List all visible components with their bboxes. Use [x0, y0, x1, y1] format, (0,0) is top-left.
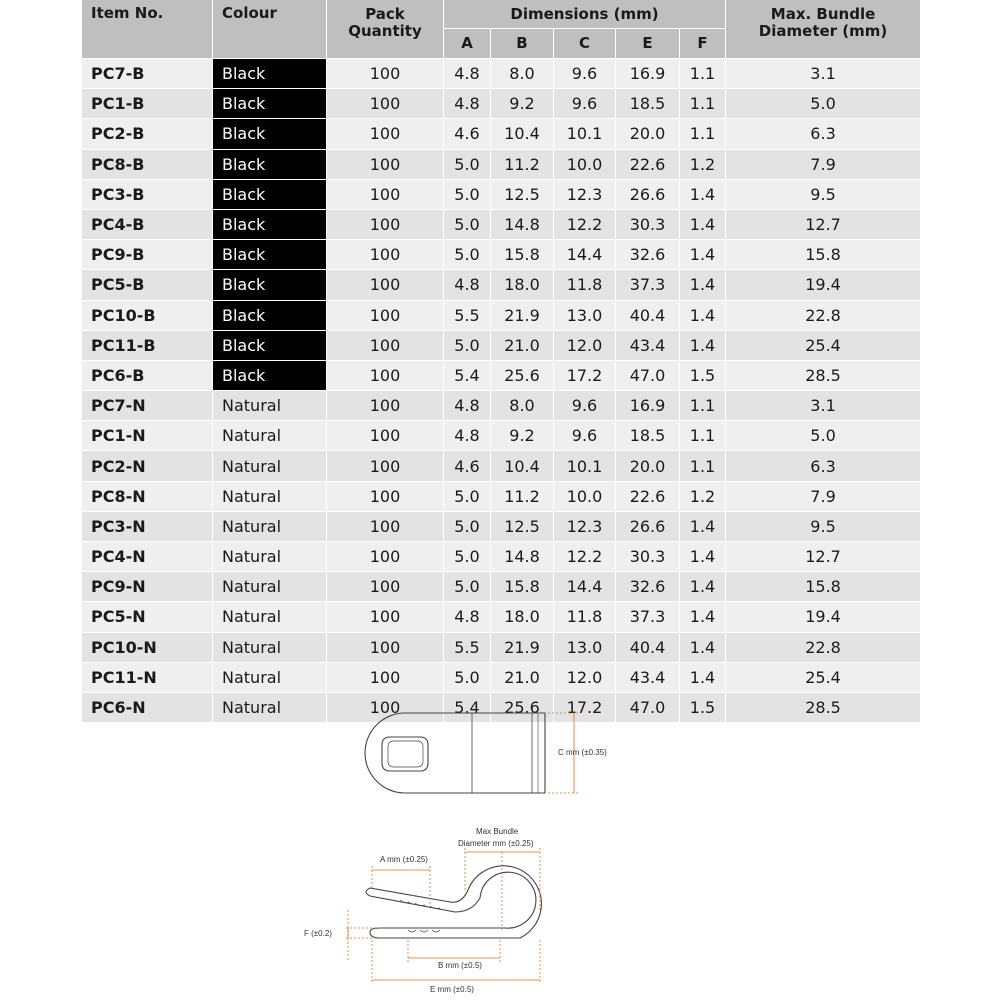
cell-dim-e: 30.3: [615, 209, 679, 239]
cell-dim-b: 8.0: [490, 58, 553, 88]
cell-dim-c: 17.2: [553, 692, 615, 722]
cell-dim-b: 9.2: [490, 420, 553, 450]
cell-dim-a: 5.4: [443, 360, 490, 390]
b-dimension-label: B mm (±0.5): [438, 961, 482, 970]
cell-dim-f: 1.4: [679, 330, 725, 360]
cell-max-bundle-diameter: 9.5: [725, 179, 920, 209]
cell-dim-a: 5.0: [443, 662, 490, 692]
header-item-no: Item No.: [82, 0, 212, 58]
cell-item-no: PC3-B: [82, 179, 212, 209]
cell-dim-e: 37.3: [615, 601, 679, 631]
cell-dim-e: 16.9: [615, 390, 679, 420]
header-dim-b: B: [490, 28, 553, 58]
cell-item-no: PC8-B: [82, 149, 212, 179]
cell-colour: Black: [212, 58, 326, 88]
cell-dim-c: 9.6: [553, 390, 615, 420]
a-dimension-label: A mm (±0.25): [380, 855, 428, 864]
cell-dim-f: 1.4: [679, 601, 725, 631]
cell-item-no: PC11-N: [82, 662, 212, 692]
specification-table: [82, 0, 920, 722]
cell-max-bundle-diameter: 19.4: [725, 601, 920, 631]
cell-item-no: PC8-N: [82, 481, 212, 511]
cell-pack-quantity: 100: [326, 330, 443, 360]
cell-dim-b: 14.8: [490, 209, 553, 239]
cell-colour: Natural: [212, 662, 326, 692]
cell-dim-e: 32.6: [615, 571, 679, 601]
cell-item-no: PC7-N: [82, 390, 212, 420]
cell-dim-b: 21.9: [490, 632, 553, 662]
table-row: [82, 88, 920, 118]
cell-dim-a: 5.0: [443, 481, 490, 511]
cell-dim-a: 4.8: [443, 88, 490, 118]
table-row: [82, 662, 920, 692]
cell-dim-a: 4.8: [443, 390, 490, 420]
cell-pack-quantity: 100: [326, 88, 443, 118]
cell-item-no: PC9-B: [82, 239, 212, 269]
table-body: [82, 58, 920, 722]
cell-dim-b: 12.5: [490, 511, 553, 541]
cell-pack-quantity: 100: [326, 420, 443, 450]
header-max-bundle-diameter: Max. Bundle Diameter (mm): [725, 0, 920, 58]
cell-max-bundle-diameter: 22.8: [725, 300, 920, 330]
cell-dim-c: 10.1: [553, 450, 615, 480]
max-bundle-label-line1: Max Bundle: [476, 827, 519, 836]
cell-colour: Black: [212, 118, 326, 148]
cell-item-no: PC1-N: [82, 420, 212, 450]
cell-colour: Black: [212, 330, 326, 360]
cell-dim-c: 13.0: [553, 300, 615, 330]
cell-max-bundle-diameter: 3.1: [725, 58, 920, 88]
cell-pack-quantity: 100: [326, 601, 443, 631]
cell-dim-e: 16.9: [615, 58, 679, 88]
table-row: [82, 481, 920, 511]
cell-dim-b: 18.0: [490, 269, 553, 299]
cell-item-no: PC1-B: [82, 88, 212, 118]
cell-pack-quantity: 100: [326, 511, 443, 541]
table-row: [82, 450, 920, 480]
cell-dim-b: 25.6: [490, 360, 553, 390]
cell-dim-c: 11.8: [553, 601, 615, 631]
header-dim-c: C: [553, 28, 615, 58]
cell-pack-quantity: 100: [326, 360, 443, 390]
cell-item-no: PC9-N: [82, 571, 212, 601]
cell-max-bundle-diameter: 25.4: [725, 330, 920, 360]
cell-dim-a: 4.6: [443, 450, 490, 480]
table-row: [82, 118, 920, 148]
cell-item-no: PC10-B: [82, 300, 212, 330]
header-pack-quantity: Pack Quantity: [326, 0, 443, 58]
clip-top-view-diagram: [360, 705, 640, 800]
table-row: [82, 269, 920, 299]
cell-pack-quantity: 100: [326, 179, 443, 209]
cell-dim-a: 5.0: [443, 330, 490, 360]
cell-dim-e: 18.5: [615, 420, 679, 450]
cell-dim-b: 18.0: [490, 601, 553, 631]
cell-dim-a: 4.6: [443, 118, 490, 148]
cell-colour: Black: [212, 209, 326, 239]
cell-dim-b: 21.0: [490, 662, 553, 692]
cell-dim-f: 1.1: [679, 88, 725, 118]
cell-dim-f: 1.4: [679, 269, 725, 299]
cell-colour: Black: [212, 88, 326, 118]
table-row: [82, 58, 920, 88]
cell-dim-b: 21.0: [490, 330, 553, 360]
clip-profile: [366, 866, 541, 938]
cell-max-bundle-diameter: 15.8: [725, 571, 920, 601]
cell-dim-f: 1.1: [679, 420, 725, 450]
table-row: [82, 541, 920, 571]
cell-dim-b: 8.0: [490, 390, 553, 420]
clip-outline: [365, 713, 545, 793]
table-row: [82, 390, 920, 420]
cell-dim-a: 4.8: [443, 58, 490, 88]
table-row: [82, 511, 920, 541]
cell-item-no: PC11-B: [82, 330, 212, 360]
cell-max-bundle-diameter: 7.9: [725, 481, 920, 511]
cell-dim-e: 30.3: [615, 541, 679, 571]
cell-dim-f: 1.4: [679, 209, 725, 239]
cell-max-bundle-diameter: 28.5: [725, 692, 920, 722]
cell-dim-b: 21.9: [490, 300, 553, 330]
cell-colour: Natural: [212, 420, 326, 450]
cell-item-no: PC10-N: [82, 632, 212, 662]
cell-dim-c: 9.6: [553, 58, 615, 88]
cell-dim-f: 1.2: [679, 149, 725, 179]
cell-dim-e: 47.0: [615, 692, 679, 722]
cell-item-no: PC4-N: [82, 541, 212, 571]
cell-dim-b: 11.2: [490, 481, 553, 511]
cell-max-bundle-diameter: 5.0: [725, 88, 920, 118]
cell-dim-f: 1.4: [679, 511, 725, 541]
cell-max-bundle-diameter: 6.3: [725, 450, 920, 480]
cell-pack-quantity: 100: [326, 209, 443, 239]
cell-dim-f: 1.1: [679, 58, 725, 88]
cell-dim-e: 43.4: [615, 330, 679, 360]
cell-dim-a: 5.0: [443, 571, 490, 601]
cell-dim-e: 26.6: [615, 511, 679, 541]
table-row: [82, 239, 920, 269]
cell-max-bundle-diameter: 7.9: [725, 149, 920, 179]
cell-pack-quantity: 100: [326, 118, 443, 148]
cell-dim-b: 14.8: [490, 541, 553, 571]
cell-dim-c: 14.4: [553, 571, 615, 601]
cell-colour: Natural: [212, 450, 326, 480]
cell-dim-a: 5.0: [443, 179, 490, 209]
cell-colour: Black: [212, 360, 326, 390]
cell-item-no: PC3-N: [82, 511, 212, 541]
header-dim-f: F: [679, 28, 725, 58]
cell-dim-b: 15.8: [490, 571, 553, 601]
cell-item-no: PC7-B: [82, 58, 212, 88]
cell-pack-quantity: 100: [326, 300, 443, 330]
cell-item-no: PC6-N: [82, 692, 212, 722]
cell-dim-e: 18.5: [615, 88, 679, 118]
cell-max-bundle-diameter: 6.3: [725, 118, 920, 148]
cell-dim-e: 32.6: [615, 239, 679, 269]
cell-dim-f: 1.1: [679, 450, 725, 480]
cell-dim-b: 15.8: [490, 239, 553, 269]
cell-pack-quantity: 100: [326, 632, 443, 662]
f-dimension-label: F (±0.2): [304, 929, 332, 938]
cell-max-bundle-diameter: 25.4: [725, 662, 920, 692]
cell-dim-a: 5.0: [443, 511, 490, 541]
table-row: [82, 209, 920, 239]
cell-dim-a: 5.0: [443, 209, 490, 239]
cell-dim-c: 12.2: [553, 541, 615, 571]
cell-dim-f: 1.4: [679, 541, 725, 571]
cell-colour: Natural: [212, 571, 326, 601]
cell-dim-c: 12.2: [553, 209, 615, 239]
cell-item-no: PC5-B: [82, 269, 212, 299]
cell-dim-c: 9.6: [553, 420, 615, 450]
cell-dim-c: 12.3: [553, 511, 615, 541]
cell-colour: Natural: [212, 481, 326, 511]
cell-colour: Natural: [212, 601, 326, 631]
cell-dim-c: 9.6: [553, 88, 615, 118]
cell-dim-c: 17.2: [553, 360, 615, 390]
cell-dim-f: 1.4: [679, 239, 725, 269]
cell-dim-f: 1.4: [679, 662, 725, 692]
cell-dim-b: 25.6: [490, 692, 553, 722]
cell-pack-quantity: 100: [326, 692, 443, 722]
cell-dim-a: 5.4: [443, 692, 490, 722]
header-dim-a: A: [443, 28, 490, 58]
cell-dim-f: 1.4: [679, 632, 725, 662]
table-row: [82, 300, 920, 330]
table-row: [82, 601, 920, 631]
cell-dim-e: 22.6: [615, 481, 679, 511]
cell-dim-b: 10.4: [490, 450, 553, 480]
c-dimension-label: C mm (±0.35): [558, 748, 607, 757]
cell-pack-quantity: 100: [326, 450, 443, 480]
cell-max-bundle-diameter: 28.5: [725, 360, 920, 390]
cell-dim-f: 1.4: [679, 571, 725, 601]
cell-dim-a: 4.8: [443, 601, 490, 631]
cell-max-bundle-diameter: 3.1: [725, 390, 920, 420]
cell-max-bundle-diameter: 22.8: [725, 632, 920, 662]
cell-dim-a: 5.0: [443, 149, 490, 179]
cell-pack-quantity: 100: [326, 269, 443, 299]
cell-dim-e: 40.4: [615, 632, 679, 662]
cell-dim-e: 40.4: [615, 300, 679, 330]
cell-dim-f: 1.4: [679, 300, 725, 330]
cell-dim-f: 1.4: [679, 179, 725, 209]
cell-dim-c: 12.0: [553, 330, 615, 360]
cell-max-bundle-diameter: 15.8: [725, 239, 920, 269]
cell-dim-e: 26.6: [615, 179, 679, 209]
cell-dim-f: 1.1: [679, 118, 725, 148]
header-colour: Colour: [212, 0, 326, 58]
cell-dim-e: 20.0: [615, 118, 679, 148]
clip-side-view-diagram: [290, 820, 620, 995]
cell-pack-quantity: 100: [326, 149, 443, 179]
cell-dim-e: 47.0: [615, 360, 679, 390]
cell-max-bundle-diameter: 9.5: [725, 511, 920, 541]
cell-max-bundle-diameter: 12.7: [725, 541, 920, 571]
cell-colour: Natural: [212, 541, 326, 571]
cell-max-bundle-diameter: 12.7: [725, 209, 920, 239]
cell-item-no: PC2-N: [82, 450, 212, 480]
cell-colour: Natural: [212, 511, 326, 541]
cell-dim-c: 11.8: [553, 269, 615, 299]
cell-dim-e: 20.0: [615, 450, 679, 480]
cell-pack-quantity: 100: [326, 541, 443, 571]
cell-dim-c: 10.1: [553, 118, 615, 148]
cell-colour: Natural: [212, 390, 326, 420]
cell-dim-b: 9.2: [490, 88, 553, 118]
e-dimension-label: E mm (±0.5): [430, 985, 474, 994]
cell-pack-quantity: 100: [326, 571, 443, 601]
cell-dim-a: 5.5: [443, 300, 490, 330]
cell-dim-f: 1.1: [679, 390, 725, 420]
table-row: [82, 149, 920, 179]
cell-colour: Black: [212, 179, 326, 209]
cell-dim-c: 14.4: [553, 239, 615, 269]
cell-dim-b: 12.5: [490, 179, 553, 209]
cell-dim-c: 13.0: [553, 632, 615, 662]
table-row: [82, 571, 920, 601]
cell-colour: Black: [212, 269, 326, 299]
cell-colour: Black: [212, 300, 326, 330]
cell-colour: Natural: [212, 632, 326, 662]
cell-pack-quantity: 100: [326, 481, 443, 511]
cell-dim-c: 10.0: [553, 149, 615, 179]
cell-item-no: PC2-B: [82, 118, 212, 148]
cell-dim-c: 12.3: [553, 179, 615, 209]
cell-colour: Black: [212, 239, 326, 269]
header-dim-e: E: [615, 28, 679, 58]
table-row: [82, 360, 920, 390]
cell-pack-quantity: 100: [326, 390, 443, 420]
max-bundle-label-line2: Diameter mm (±0.25): [458, 839, 534, 848]
cell-dim-f: 1.5: [679, 360, 725, 390]
cell-item-no: PC5-N: [82, 601, 212, 631]
cell-item-no: PC4-B: [82, 209, 212, 239]
cell-dim-c: 10.0: [553, 481, 615, 511]
cell-dim-a: 5.0: [443, 239, 490, 269]
cell-dim-e: 22.6: [615, 149, 679, 179]
cell-pack-quantity: 100: [326, 58, 443, 88]
cell-colour: Natural: [212, 692, 326, 722]
header-dimensions: Dimensions (mm): [443, 0, 725, 28]
table-row: [82, 330, 920, 360]
cell-dim-b: 10.4: [490, 118, 553, 148]
cell-dim-f: 1.2: [679, 481, 725, 511]
cell-dim-a: 4.8: [443, 269, 490, 299]
cell-dim-f: 1.5: [679, 692, 725, 722]
cell-dim-e: 43.4: [615, 662, 679, 692]
table-row: [82, 632, 920, 662]
cell-dim-a: 5.5: [443, 632, 490, 662]
cell-colour: Black: [212, 149, 326, 179]
cell-max-bundle-diameter: 5.0: [725, 420, 920, 450]
cell-dim-e: 37.3: [615, 269, 679, 299]
cell-dim-c: 12.0: [553, 662, 615, 692]
cell-dim-b: 11.2: [490, 149, 553, 179]
cell-dim-a: 5.0: [443, 541, 490, 571]
cell-max-bundle-diameter: 19.4: [725, 269, 920, 299]
cell-dim-a: 4.8: [443, 420, 490, 450]
cell-item-no: PC6-B: [82, 360, 212, 390]
table-row: [82, 179, 920, 209]
cell-pack-quantity: 100: [326, 239, 443, 269]
table-row: [82, 420, 920, 450]
cell-pack-quantity: 100: [326, 662, 443, 692]
